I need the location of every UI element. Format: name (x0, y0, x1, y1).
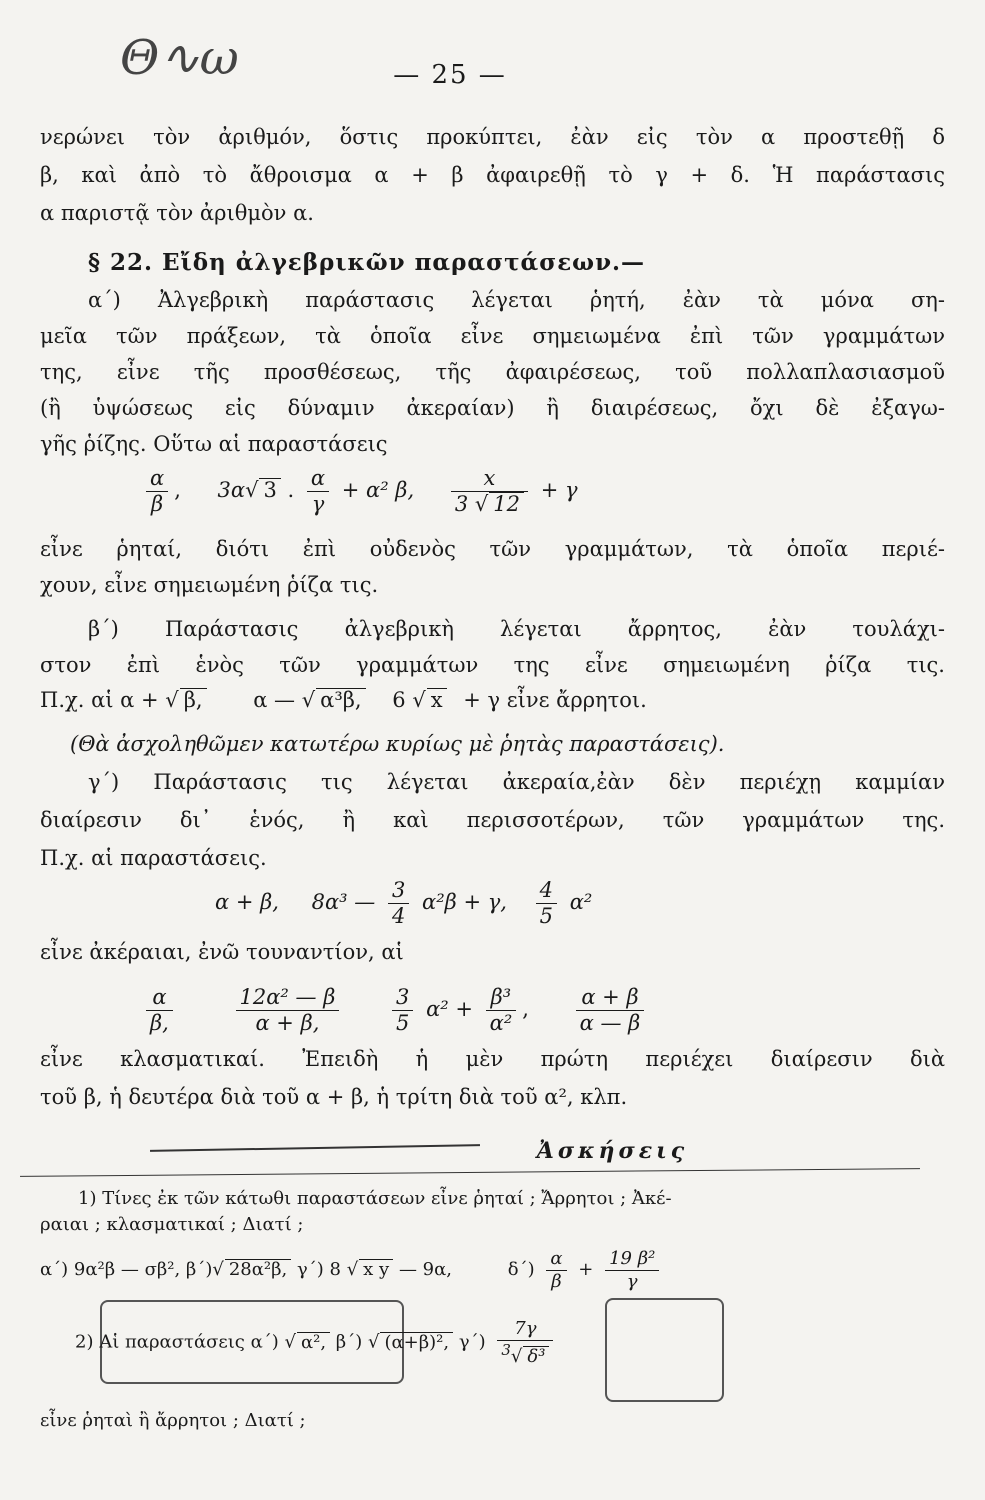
page-number: — 25 — (393, 60, 507, 90)
root: x y (359, 1259, 393, 1280)
fraction: $\frac{3}{4}$ (388, 878, 409, 929)
paragraph-line: γῆς ῥίζης. Οὕτω αἱ παραστάσεις (40, 432, 388, 456)
pencil-box (605, 1298, 724, 1402)
paragraph-line: (ἢ ὑψώσεως εἰς δύναμιν ἀκεραίαν) ἢ διαιρέσεως, ὄχι δὲ ἐξαγω- (40, 396, 945, 420)
paragraph-line: α΄) Ἀλγεβρικὴ παράστασις λέγεται ῥητή, ἐὰν τὰ μόνα ση- (88, 288, 945, 312)
paragraph-line: εἶνε κλασματικαί. Ἐπειδὴ ἡ μὲν πρώτη περιέχει διαίρεσιν διὰ (40, 1047, 945, 1071)
question-line: εἶνε ῥηταὶ ἢ ἄρρητοι ; Διατί ; (40, 1410, 306, 1431)
root: 28α²β, (225, 1259, 291, 1280)
fraction: $\frac{\alpha}{\beta,}$ (146, 985, 173, 1036)
paragraph-line: μεῖα τῶν πράξεων, τὰ ὁποῖα εἶνε σημειωμένα ἐπὶ τῶν γραμμάτων (40, 324, 945, 348)
paragraph-line: εἶνε ἀκέραιαι, ἐνῶ τουναντίον, αἱ (40, 940, 404, 964)
question-2: 2) Αἱ παραστάσεις α΄) √ α², β΄) √ (α+β)², γ΄) $\frac{7\gamma}{^3√ \delta^3}$ (75, 1318, 559, 1367)
paragraph-line: β, καὶ ἀπὸ τὸ ἄθροισμα α + β ἀφαιρεθῇ τὸ γ + δ. Ἡ παράστασις (40, 163, 945, 187)
fraction: $\frac{x}{3 √ 12}$ (451, 466, 528, 517)
fraction: $\frac{3}{5}$ (392, 985, 413, 1036)
fraction: $\frac{\alpha}{\beta}$ (546, 1248, 566, 1292)
fraction: $\frac{\alpha}{\beta}$ (146, 466, 168, 517)
root: α², (297, 1332, 330, 1353)
root: β, (180, 688, 207, 712)
question-line: ραιαι ; κλασματικαί ; Διατί ; (40, 1214, 304, 1235)
root: α³β, (316, 688, 365, 712)
fraction: $\frac{\text{12α² — β}}{\alpha + \beta,}$ (236, 985, 340, 1036)
paragraph-line: α παριστᾷ τὸν ἀριθμὸν α. (40, 201, 314, 225)
fraction: $\frac{7\gamma}{^3√ \delta^3}$ (497, 1318, 553, 1367)
paragraph-line: εἶνε ῥηταί, διότι ἐπὶ οὐδενὸς τῶν γραμμάτων, τὰ ὁποῖα περιέ- (40, 537, 945, 561)
formula-rational-examples: $\frac{\alpha}{\beta}$ , 3α√ 3 . $\frac{\alpha}{\gamma}$ + α² β, $\frac{x}{3 √ 12}$ + γ (140, 466, 578, 517)
question-line: 1) Τίνες ἐκ τῶν κάτωθι παραστάσεων εἶνε ῥηταί ; Ἄρρητοι ; Ἀκέ- (78, 1188, 672, 1209)
pencil-stroke (20, 1168, 920, 1177)
paragraph-line: τοῦ β, ἡ δευτέρα διὰ τοῦ α + β, ἡ τρίτη διὰ τοῦ α², κλπ. (40, 1085, 628, 1109)
exercises-title: Ἀσκήσεις (536, 1138, 689, 1164)
formula-fractional-examples: $\frac{\alpha}{\beta,}$ $\frac{\text{12α² — β}}{\alpha + \beta,}$ $\frac{3}{5}$ α² + $\frac{\text{β³}}{\text{α²}}$ , $\frac{\alpha + \beta}{\alpha — \beta}$ (140, 985, 650, 1036)
fraction: $\frac{\alpha}{\gamma}$ (307, 466, 329, 517)
paragraph-line: στον ἐπὶ ἑνὸς τῶν γραμμάτων της εἶνε σημειωμένη ῥίζα τις. (40, 653, 945, 677)
paragraph-line: νερώνει τὸν ἀριθμόν, ὅστις προκύπτει, ἐὰν εἰς τὸν α προστεθῇ δ (40, 125, 945, 149)
paragraph-line: β΄) Παράστασις ἀλγεβρικὴ λέγεται ἄρρητος, ἐὰν τουλάχι- (88, 617, 945, 641)
fraction: $\frac{\text{β³}}{\text{α²}}$ (486, 985, 517, 1036)
root: x (427, 688, 447, 712)
fraction: $\frac{4}{5}$ (536, 878, 557, 929)
formula-irrational-examples: Π.χ. αἱ α + √ β, α — √ α³β, 6 √ x + γ εἶνε ἄρρητοι. (40, 688, 647, 712)
note-line: (Θὰ ἀσχοληθῶμεν κατωτέρω κυρίως μὲ ῥητὰς παραστάσεις). (70, 732, 725, 756)
fraction: $\frac{\alpha + \beta}{\alpha — \beta}$ (576, 985, 645, 1036)
paragraph-line: της, εἶνε τῆς προσθέσεως, τῆς ἀφαιρέσεως, τοῦ πολλαπλασιασμοῦ (40, 360, 945, 384)
paragraph-line: χουν, εἶνε σημειωμένη ῥίζα τις. (40, 573, 379, 597)
fraction: $\frac{\text{19 β²}}{\gamma}$ (605, 1248, 659, 1292)
paragraph-line: γ΄) Παράστασις τις λέγεται ἀκεραία,ἐὰν δὲν περιέχῃ καμμίαν (88, 770, 945, 794)
paragraph-line: διαίρεσιν δι᾽ ἑνός, ἢ καὶ περισσοτέρων, τῶν γραμμάτων της. (40, 808, 945, 832)
section-title: § 22. Εἴδη ἀλγεβρικῶν παραστάσεων.— (88, 249, 646, 276)
handwritten-note: Θ∿ω (120, 30, 239, 86)
formula-integer-examples: α + β, 8α³ — $\frac{3}{4}$ α²β + γ, $\frac{4}{5}$ α² (215, 878, 593, 929)
question-1-items: α΄) 9α²β — σβ², β΄)√ 28α²β, γ΄) 8 √ x y — 9α, δ΄) $\frac{\alpha}{\beta}$ + $\frac{\text{19 β²}}{\gamma}$ (40, 1248, 665, 1292)
root: 3 (259, 478, 280, 502)
paragraph-line: Π.χ. αἱ παραστάσεις. (40, 846, 267, 870)
root: (α+β)², (380, 1332, 453, 1353)
